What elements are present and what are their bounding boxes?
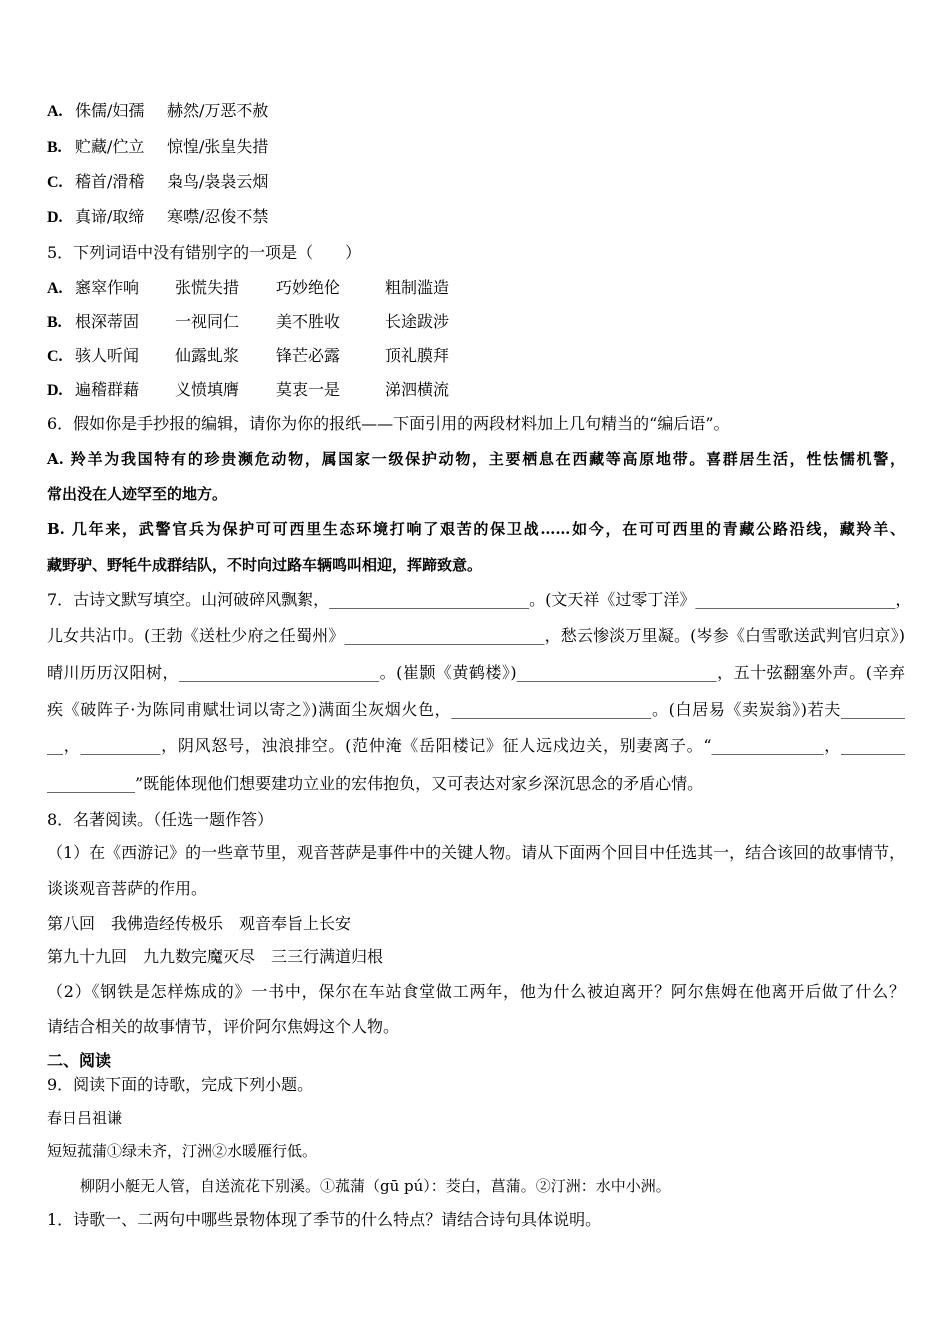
option-letter: D. xyxy=(47,382,63,399)
option-word: 仙露虬浆 xyxy=(175,346,240,365)
poem-line: 短短菰蒲①绿未齐，汀洲②水暖雁行低。 xyxy=(47,1142,318,1160)
option-letter: A. xyxy=(47,103,63,120)
poem-title: 春日吕祖谦 xyxy=(47,1109,123,1127)
option-word: 寒噤/忍俊不禁 xyxy=(167,207,269,226)
q7-line: ___________”既能体现他们想要建功立业的宏伟抱负，又可表达对家乡深沉思念的矛盾心情。 xyxy=(47,774,704,793)
q7-line: 儿女共沾巾。(王勃《送杜少府之任蜀州》_________________________，愁云惨淡万里凝。(岑参《白雪歌送武判官归京》) xyxy=(47,626,905,645)
option-letter: B. xyxy=(47,314,62,331)
option-word: 莫衷一是 xyxy=(276,380,341,399)
q4-option-d xyxy=(47,207,269,228)
q6-stem: 6．假如你是手抄报的编辑，请你为你的报纸——下面引用的两段材料加上几句精当的“编后语”。 xyxy=(47,414,730,433)
q8-stem: 8．名著阅读。（任选一题作答） xyxy=(47,810,274,829)
q7-line: 疾《破阵子·为陈同甫赋壮词以寄之》)满面尘灰烟火色，_________________________。(白居易《卖炭翁》)若夫________ xyxy=(47,700,905,719)
option-word: 窸窣作响 xyxy=(75,278,140,297)
option-word: 根深蒂固 xyxy=(75,312,140,331)
poem-line-with-notes: 柳阴小艇无人管，自送流花下别溪。①菰蒲（gū pú）：茭白，菖蒲。②汀洲：水中小洲。 xyxy=(80,1177,671,1195)
option-word: 长途跋涉 xyxy=(385,312,450,331)
option-word: 涕泗横流 xyxy=(385,380,450,399)
q5-stem: 5．下列词语中没有错别字的一项是（ ） xyxy=(47,243,362,262)
q8-part1-cont: 谈谈观音菩萨的作用。 xyxy=(47,879,208,898)
option-word: 惊惶/张皇失措 xyxy=(167,137,269,156)
option-letter: A. xyxy=(47,280,63,297)
q4-option-a xyxy=(47,101,269,122)
option-letter: B. xyxy=(47,139,62,156)
q8-part1: （1）在《西游记》的一些章节里，观音菩萨是事件中的关键人物。请从下面两个回目中任选其一，结合该回的故事情节， xyxy=(47,843,906,862)
option-letter: C. xyxy=(47,174,63,191)
option-word: 一视同仁 xyxy=(175,312,240,331)
option-word: 侏儒/妇孺 xyxy=(75,101,145,120)
option-word: 巧妙绝伦 xyxy=(276,278,341,297)
q7-line: 7．古诗文默写填空。山河破碎风飘絮，_________________________。(文天祥《过零丁洋》_________________________， xyxy=(47,590,912,609)
q8-part2: （2）《钢铁是怎样炼成的》一书中，保尔在车站食堂做工两年，他为什么被迫离开？阿尔焦姆在他离开后做了什么？ xyxy=(47,982,905,1001)
q4-option-c xyxy=(47,172,269,193)
q4-option-b xyxy=(47,137,269,158)
option-letter: D. xyxy=(47,209,63,226)
q5-option-a xyxy=(47,278,450,299)
sub-question-1: 1．诗歌一、二两句中哪些景物体现了季节的什么特点？请结合诗句具体说明。 xyxy=(47,1210,602,1229)
option-word: 骇人听闻 xyxy=(75,346,140,365)
q8-chapter-1: 第八回 我佛造经传极乐 观音奉旨上长安 xyxy=(47,914,352,933)
option-word: 枭鸟/袅袅云烟 xyxy=(167,172,269,191)
q6-material-b: B. 几年来，武警官兵为保护可可西里生态环境打响了艰苦的保卫战……如今，在可可西里的青藏公路沿线，藏羚羊、 xyxy=(47,520,905,538)
q5-option-b xyxy=(47,312,450,333)
option-word: 张慌失措 xyxy=(175,278,240,297)
q6-material-b-cont: 藏野驴、野牦牛成群结队，不时向过路车辆鸣叫相迎，挥蹄致意。 xyxy=(47,556,483,574)
q6-material-a-cont: 常出没在人迹罕至的地方。 xyxy=(47,485,228,503)
q7-line: __，__________，阴风怒号，浊浪排空。(范仲淹《岳阳楼记》征人远戍边关，别妻离子。“______________，________ xyxy=(47,736,905,755)
q8-part2-cont: 请结合相关的故事情节，评价阿尔焦姆这个人物。 xyxy=(47,1017,400,1036)
q9-stem: 9．阅读下面的诗歌，完成下列小题。 xyxy=(47,1075,314,1094)
option-word: 粗制滥造 xyxy=(385,278,450,297)
section-heading: 二、阅读 xyxy=(47,1051,112,1070)
option-word: 赫然/万恶不赦 xyxy=(167,101,269,120)
option-word: 顶礼膜拜 xyxy=(385,346,450,365)
q7-line: 晴川历历汉阳树，_________________________。(崔颢《黄鹤楼》)_________________________，五十弦翻塞外声。(辛弃 xyxy=(47,663,905,682)
option-word: 真谛/取缔 xyxy=(75,207,145,226)
q6-material-a: A. 羚羊为我国特有的珍贵濒危动物，属国家一级保护动物，主要栖息在西藏等高原地带。喜群居生活，性怯懦机警， xyxy=(47,450,905,468)
q8-chapter-2: 第九十九回 九九数完魔灭尽 三三行满道归根 xyxy=(47,947,384,966)
option-word: 美不胜收 xyxy=(276,312,341,331)
option-word: 义愤填膺 xyxy=(175,380,240,399)
option-word: 锋芒必露 xyxy=(276,346,341,365)
option-word: 贮藏/伫立 xyxy=(75,137,145,156)
q5-option-d xyxy=(47,380,450,401)
option-word: 稽首/滑稽 xyxy=(75,172,145,191)
q5-option-c xyxy=(47,346,450,367)
option-word: 遍稽群藉 xyxy=(75,380,140,399)
option-letter: C. xyxy=(47,348,63,365)
